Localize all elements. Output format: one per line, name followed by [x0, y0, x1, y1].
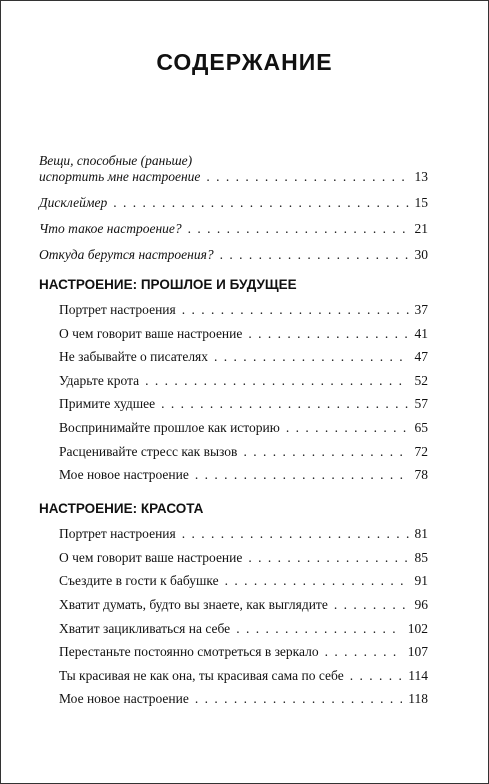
- leader-dots: [248, 550, 408, 566]
- toc-entry: [59, 573, 428, 589]
- toc-entry: [39, 247, 428, 263]
- toc-entry-label: Портрет настроения: [59, 526, 176, 542]
- leader-dots: [182, 302, 409, 318]
- intro-entries: [39, 153, 428, 263]
- leader-dots: [182, 526, 409, 542]
- toc-entry-label: Расценивайте стресс как вызов: [59, 443, 238, 459]
- toc-entry-label: испортить мне настроение: [39, 169, 201, 184]
- toc-entry: [59, 691, 428, 707]
- leader-dots: [113, 195, 408, 211]
- toc-entry-label: Портрет настроения: [59, 302, 176, 317]
- toc-entry: [59, 621, 428, 637]
- toc-entry: [59, 597, 428, 613]
- toc-page-number: 72: [414, 443, 428, 459]
- section-items: [39, 302, 428, 483]
- toc-entry-label: Перестаньте постоянно смотреться в зеркало: [59, 644, 319, 660]
- toc-section: [39, 277, 428, 483]
- leader-dots: [225, 573, 409, 589]
- leader-dots: [325, 644, 402, 660]
- leader-dots: [145, 373, 408, 389]
- toc-entry: [59, 526, 428, 542]
- toc-page-number: 81: [414, 526, 428, 542]
- toc-entry-label: Дисклеймер: [39, 195, 108, 210]
- leader-dots: [286, 420, 409, 436]
- toc-entry-label: Что такое настроение?: [39, 221, 182, 236]
- leader-dots: [161, 396, 408, 412]
- leader-dots: [350, 668, 403, 684]
- leader-dots: [243, 444, 408, 460]
- leader-dots: [195, 467, 409, 483]
- leader-dots: [334, 597, 409, 613]
- toc-entry: [59, 302, 428, 318]
- leader-dots: [188, 221, 409, 237]
- toc-entry-label: Не забывайте о писателях: [59, 349, 209, 365]
- leader-dots: [220, 247, 409, 263]
- toc-page-number: 37: [414, 302, 428, 317]
- toc-page-number: 41: [414, 325, 428, 341]
- toc-entry-label: Воспринимайте прошлое как историю: [59, 419, 280, 435]
- toc-page-number: 52: [414, 372, 428, 388]
- section-items: [39, 526, 428, 707]
- toc-entry: [59, 444, 428, 460]
- toc-entry: [59, 349, 428, 365]
- toc-page-number: 65: [414, 419, 428, 435]
- toc-entry: [59, 373, 428, 389]
- toc-entry-label: Ты красивая не как она, ты красивая сама по себе: [59, 667, 344, 683]
- page-title: СОДЕРЖАНИЕ: [156, 49, 333, 75]
- toc-entry: [39, 221, 428, 237]
- toc-page-number: 30: [414, 247, 428, 262]
- toc-entry-label: Хватит зацикливаться на себе: [59, 620, 231, 636]
- leader-dots: [236, 621, 402, 637]
- toc-page-number: 21: [414, 221, 428, 236]
- toc-entry-label: Откуда берутся настроения?: [39, 247, 214, 262]
- section-heading: НАСТРОЕНИЕ: ПРОШЛОЕ И БУДУЩЕЕ: [39, 277, 297, 292]
- toc-page-number: 102: [407, 620, 428, 636]
- toc-entry: [59, 550, 428, 566]
- leader-dots: [248, 326, 408, 342]
- leader-dots: [195, 691, 402, 707]
- toc-entry: [59, 467, 428, 483]
- toc-page-number: 57: [414, 396, 428, 412]
- toc-entry-label: Мое новое настроение: [59, 691, 189, 707]
- toc-section: [39, 501, 428, 707]
- table-of-contents: [39, 153, 428, 715]
- toc-entry: [59, 668, 428, 684]
- toc-page-number: 47: [414, 349, 428, 365]
- toc-page-number: 13: [414, 169, 428, 184]
- toc-page-number: 118: [408, 691, 428, 707]
- toc-entry: [39, 195, 428, 211]
- toc-page-number: 114: [408, 667, 428, 683]
- toc-entry: [59, 396, 428, 412]
- section-heading: НАСТРОЕНИЕ: КРАСОТА: [39, 501, 204, 517]
- toc-entry-label: О чем говорит ваше настроение: [59, 325, 243, 341]
- toc-page-number: 85: [414, 549, 428, 565]
- toc-entry-label: О чем говорит ваше настроение: [59, 549, 243, 565]
- toc-entry-label: Съездите в гости к бабушке: [59, 573, 219, 589]
- toc-entry-label: Хватит думать, будто вы знаете, как выглядите: [59, 596, 328, 612]
- toc-page-number: 91: [414, 573, 428, 589]
- toc-entry-label: Мое новое настроение: [59, 467, 189, 483]
- toc-entry: [39, 169, 428, 185]
- toc-entry-label: Ударьте крота: [59, 372, 140, 388]
- leader-dots: [206, 169, 408, 185]
- toc-page-number: 107: [407, 644, 428, 660]
- toc-entry-label: Примите худшее: [59, 396, 156, 412]
- toc-entry: [59, 326, 428, 342]
- toc-entry: [59, 420, 428, 436]
- toc-entry: [59, 644, 428, 660]
- leader-dots: [214, 349, 408, 365]
- toc-entry-label-line1: Вещи, способные (раньше): [39, 153, 193, 168]
- toc-page-number: 78: [414, 467, 428, 483]
- toc-page-number: 15: [414, 195, 428, 210]
- toc-page-number: 96: [414, 596, 428, 612]
